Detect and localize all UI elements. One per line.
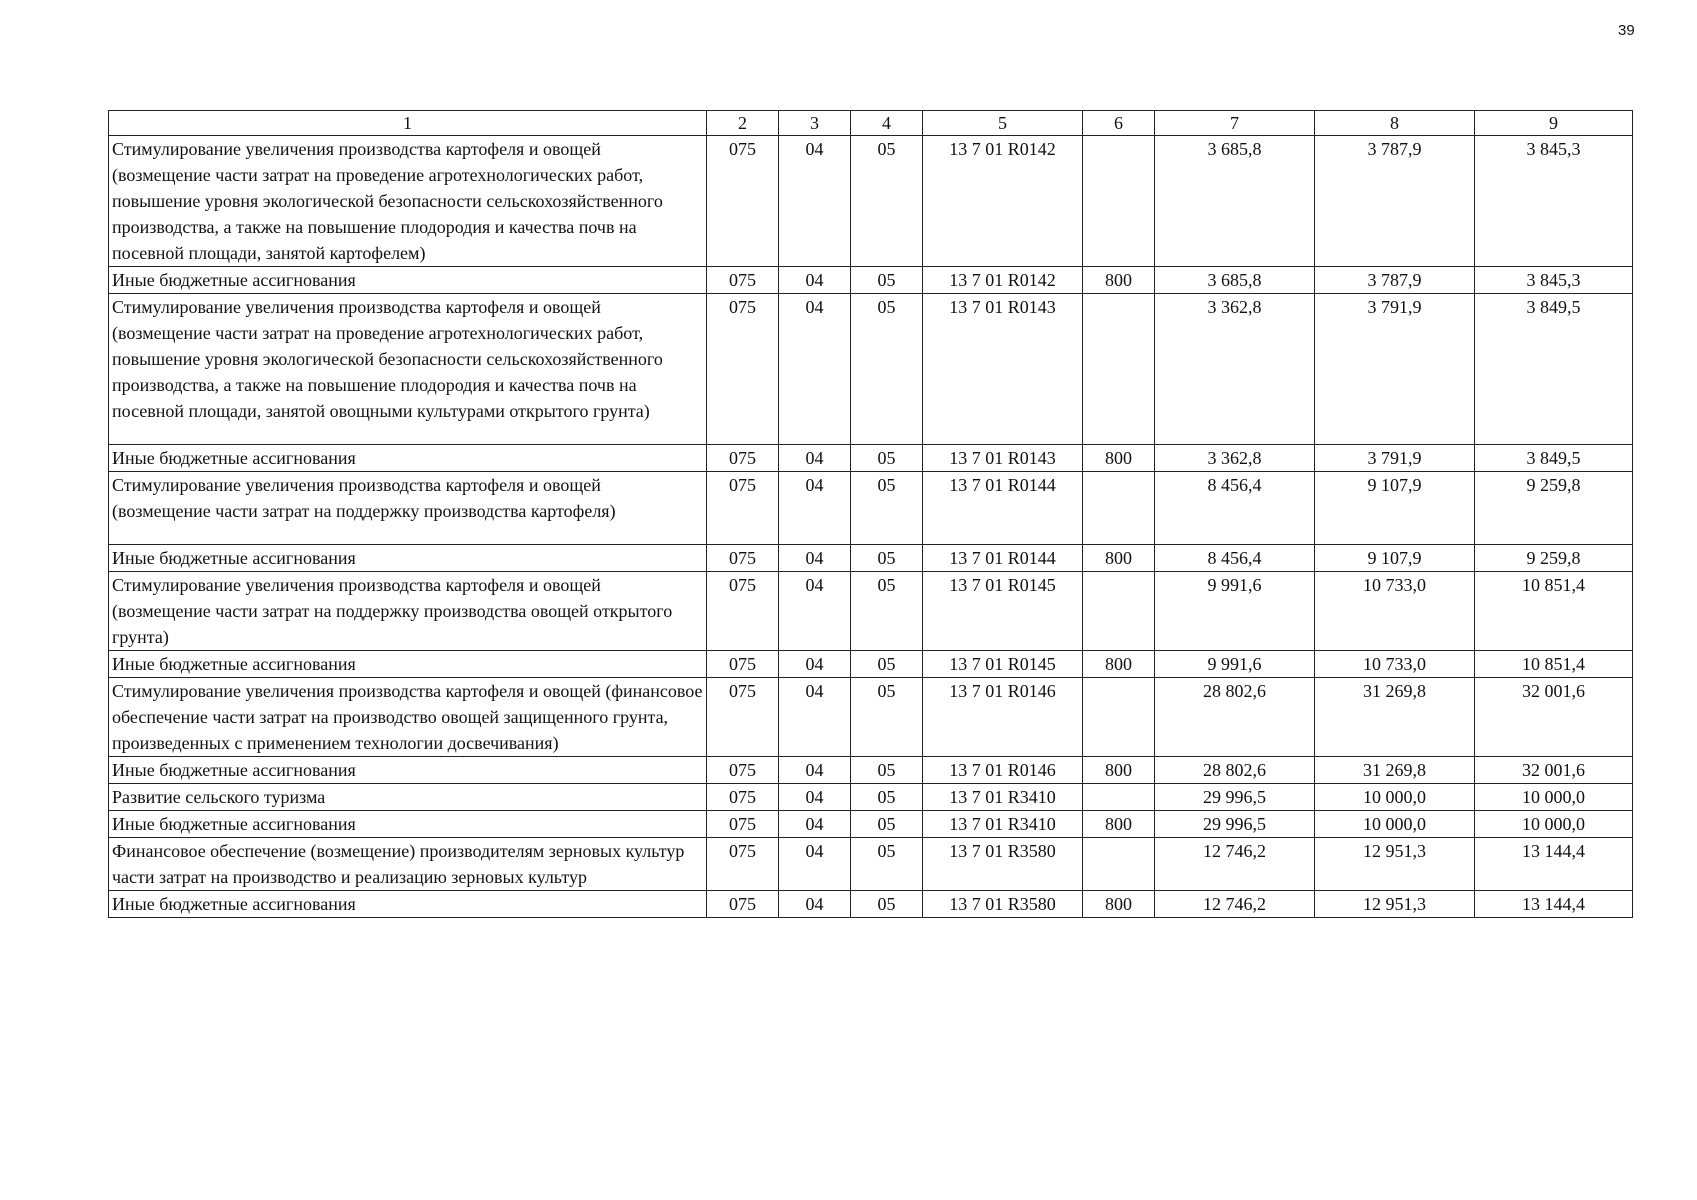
amount-cell-7: 3 685,8: [1155, 136, 1315, 267]
amount-cell-9: 3 849,5: [1475, 445, 1633, 472]
row-name-cell: Иные бюджетные ассигнования: [109, 267, 707, 294]
table-row: [109, 572, 1633, 651]
section-cell: 04: [779, 891, 851, 918]
amount-cell-7: 12 746,2: [1155, 891, 1315, 918]
page-number: 39: [1618, 22, 1635, 39]
amount-cell-7: 8 456,4: [1155, 472, 1315, 545]
amount-cell-8: 10 733,0: [1315, 651, 1475, 678]
section-cell: 04: [779, 136, 851, 267]
header-row: [109, 111, 1633, 136]
amount-cell-9: 10 851,4: [1475, 572, 1633, 651]
subsection-cell: 05: [851, 294, 923, 445]
row-name-cell: Иные бюджетные ассигнования: [109, 757, 707, 784]
amount-cell-8: 12 951,3: [1315, 838, 1475, 891]
subsection-cell: 05: [851, 678, 923, 757]
amount-cell-7: 9 991,6: [1155, 572, 1315, 651]
amount-cell-7: 3 362,8: [1155, 294, 1315, 445]
expense-type-cell: [1083, 838, 1155, 891]
amount-cell-8: 9 107,9: [1315, 545, 1475, 572]
expense-type-cell: 800: [1083, 545, 1155, 572]
expense-type-cell: 800: [1083, 651, 1155, 678]
amount-cell-9: 3 845,3: [1475, 267, 1633, 294]
amount-cell-9: 9 259,8: [1475, 472, 1633, 545]
row-name-cell: Иные бюджетные ассигнования: [109, 811, 707, 838]
section-cell: 04: [779, 572, 851, 651]
amount-cell-7: 3 362,8: [1155, 445, 1315, 472]
amount-cell-9: 13 144,4: [1475, 838, 1633, 891]
row-name-cell: Развитие сельского туризма: [109, 784, 707, 811]
amount-cell-9: 32 001,6: [1475, 678, 1633, 757]
target-article-cell: 13 7 01 R0142: [923, 136, 1083, 267]
admin-code-cell: 075: [707, 784, 779, 811]
table-row: [109, 545, 1633, 572]
target-article-cell: 13 7 01 R0143: [923, 294, 1083, 445]
amount-cell-9: 10 851,4: [1475, 651, 1633, 678]
section-cell: 04: [779, 838, 851, 891]
target-article-cell: 13 7 01 R3580: [923, 891, 1083, 918]
section-cell: 04: [779, 651, 851, 678]
admin-code-cell: 075: [707, 267, 779, 294]
section-cell: 04: [779, 472, 851, 545]
amount-cell-7: 29 996,5: [1155, 784, 1315, 811]
target-article-cell: 13 7 01 R0143: [923, 445, 1083, 472]
header-cell: 1: [109, 111, 707, 136]
table-row: [109, 757, 1633, 784]
table-row: [109, 294, 1633, 445]
expense-type-cell: [1083, 294, 1155, 445]
table-row: [109, 784, 1633, 811]
row-name-cell: Стимулирование увеличения производства картофеля и овощей (возмещение части затрат на проведение агротехнологических работ, повышение уровня экологической безопасности сельскохозяйственного производства, а также на повышение плодородия и качества почв на посевной площади, занятой картофелем): [109, 136, 707, 267]
target-article-cell: 13 7 01 R0142: [923, 267, 1083, 294]
expense-type-cell: [1083, 678, 1155, 757]
amount-cell-7: 3 685,8: [1155, 267, 1315, 294]
table-row: [109, 838, 1633, 891]
section-cell: 04: [779, 811, 851, 838]
subsection-cell: 05: [851, 838, 923, 891]
header-cell: 9: [1475, 111, 1633, 136]
amount-cell-8: 10 000,0: [1315, 784, 1475, 811]
amount-cell-8: 3 791,9: [1315, 294, 1475, 445]
amount-cell-8: 31 269,8: [1315, 678, 1475, 757]
row-name-cell: Стимулирование увеличения производства картофеля и овощей (возмещение части затрат на поддержку производства овощей открытого грунта): [109, 572, 707, 651]
subsection-cell: 05: [851, 472, 923, 545]
expense-type-cell: 800: [1083, 267, 1155, 294]
subsection-cell: 05: [851, 445, 923, 472]
amount-cell-7: 28 802,6: [1155, 678, 1315, 757]
amount-cell-9: 10 000,0: [1475, 811, 1633, 838]
expense-type-cell: [1083, 472, 1155, 545]
header-cell: 3: [779, 111, 851, 136]
admin-code-cell: 075: [707, 294, 779, 445]
expense-type-cell: [1083, 572, 1155, 651]
amount-cell-7: 12 746,2: [1155, 838, 1315, 891]
expense-type-cell: [1083, 136, 1155, 267]
amount-cell-7: 29 996,5: [1155, 811, 1315, 838]
target-article-cell: 13 7 01 R3410: [923, 811, 1083, 838]
subsection-cell: 05: [851, 784, 923, 811]
amount-cell-9: 3 849,5: [1475, 294, 1633, 445]
amount-cell-8: 3 791,9: [1315, 445, 1475, 472]
table-row: [109, 472, 1633, 545]
table-row: [109, 811, 1633, 838]
admin-code-cell: 075: [707, 572, 779, 651]
section-cell: 04: [779, 757, 851, 784]
subsection-cell: 05: [851, 545, 923, 572]
admin-code-cell: 075: [707, 445, 779, 472]
amount-cell-9: 13 144,4: [1475, 891, 1633, 918]
target-article-cell: 13 7 01 R0146: [923, 757, 1083, 784]
table-row: [109, 678, 1633, 757]
row-name-cell: Иные бюджетные ассигнования: [109, 445, 707, 472]
subsection-cell: 05: [851, 757, 923, 784]
header-cell: 5: [923, 111, 1083, 136]
budget-table: [108, 110, 1633, 918]
section-cell: 04: [779, 545, 851, 572]
amount-cell-9: 3 845,3: [1475, 136, 1633, 267]
amount-cell-8: 31 269,8: [1315, 757, 1475, 784]
section-cell: 04: [779, 294, 851, 445]
header-cell: 6: [1083, 111, 1155, 136]
expense-type-cell: 800: [1083, 445, 1155, 472]
admin-code-cell: 075: [707, 651, 779, 678]
amount-cell-9: 9 259,8: [1475, 545, 1633, 572]
admin-code-cell: 075: [707, 838, 779, 891]
row-name-cell: Стимулирование увеличения производства картофеля и овощей (финансовое обеспечение части затрат на производство овощей защищенного грунта, произведенных с применением технологии досвечивания): [109, 678, 707, 757]
target-article-cell: 13 7 01 R3580: [923, 838, 1083, 891]
table-row: [109, 445, 1633, 472]
table-row: [109, 136, 1633, 267]
target-article-cell: 13 7 01 R3410: [923, 784, 1083, 811]
section-cell: 04: [779, 445, 851, 472]
section-cell: 04: [779, 678, 851, 757]
admin-code-cell: 075: [707, 472, 779, 545]
admin-code-cell: 075: [707, 136, 779, 267]
amount-cell-9: 32 001,6: [1475, 757, 1633, 784]
amount-cell-7: 9 991,6: [1155, 651, 1315, 678]
amount-cell-7: 28 802,6: [1155, 757, 1315, 784]
amount-cell-9: 10 000,0: [1475, 784, 1633, 811]
row-name-cell: Иные бюджетные ассигнования: [109, 651, 707, 678]
subsection-cell: 05: [851, 267, 923, 294]
admin-code-cell: 075: [707, 811, 779, 838]
target-article-cell: 13 7 01 R0144: [923, 545, 1083, 572]
section-cell: 04: [779, 267, 851, 294]
admin-code-cell: 075: [707, 545, 779, 572]
target-article-cell: 13 7 01 R0145: [923, 651, 1083, 678]
amount-cell-8: 10 733,0: [1315, 572, 1475, 651]
amount-cell-7: 8 456,4: [1155, 545, 1315, 572]
header-cell: 4: [851, 111, 923, 136]
header-cell: 2: [707, 111, 779, 136]
expense-type-cell: 800: [1083, 891, 1155, 918]
target-article-cell: 13 7 01 R0145: [923, 572, 1083, 651]
table-row: [109, 267, 1633, 294]
amount-cell-8: 9 107,9: [1315, 472, 1475, 545]
row-name-cell: Стимулирование увеличения производства картофеля и овощей (возмещение части затрат на проведение агротехнологических работ, повышение уровня экологической безопасности сельскохозяйственного производства, а также на повышение плодородия и качества почв на посевной площади, занятой овощными культурами открытого грунта): [109, 294, 707, 445]
subsection-cell: 05: [851, 811, 923, 838]
amount-cell-8: 12 951,3: [1315, 891, 1475, 918]
expense-type-cell: [1083, 784, 1155, 811]
expense-type-cell: 800: [1083, 757, 1155, 784]
row-name-cell: Стимулирование увеличения производства картофеля и овощей (возмещение части затрат на поддержку производства картофеля): [109, 472, 707, 545]
subsection-cell: 05: [851, 651, 923, 678]
target-article-cell: 13 7 01 R0144: [923, 472, 1083, 545]
admin-code-cell: 075: [707, 891, 779, 918]
header-cell: 7: [1155, 111, 1315, 136]
amount-cell-8: 3 787,9: [1315, 267, 1475, 294]
header-cell: 8: [1315, 111, 1475, 136]
section-cell: 04: [779, 784, 851, 811]
row-name-cell: Иные бюджетные ассигнования: [109, 545, 707, 572]
table-row: [109, 651, 1633, 678]
row-name-cell: Финансовое обеспечение (возмещение) производителям зерновых культур части затрат на производство и реализацию зерновых культур: [109, 838, 707, 891]
amount-cell-8: 3 787,9: [1315, 136, 1475, 267]
subsection-cell: 05: [851, 891, 923, 918]
subsection-cell: 05: [851, 136, 923, 267]
amount-cell-8: 10 000,0: [1315, 811, 1475, 838]
row-name-cell: Иные бюджетные ассигнования: [109, 891, 707, 918]
subsection-cell: 05: [851, 572, 923, 651]
target-article-cell: 13 7 01 R0146: [923, 678, 1083, 757]
expense-type-cell: 800: [1083, 811, 1155, 838]
table-row: [109, 891, 1633, 918]
admin-code-cell: 075: [707, 757, 779, 784]
admin-code-cell: 075: [707, 678, 779, 757]
